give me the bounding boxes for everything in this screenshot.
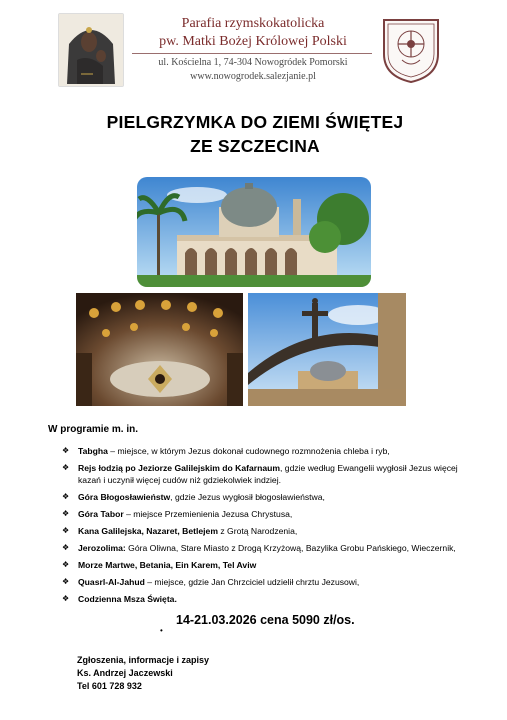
contact-person: Ks. Andrzej Jaczewski <box>77 668 173 678</box>
list-item <box>62 525 482 537</box>
item-name: Tabgha <box>78 446 108 456</box>
item-description: Góra Oliwna, Stare Miasto z Drogą Krzyżową, Bazylika Grobu Pańskiego, Wieczernik, <box>125 543 456 554</box>
item-name: Jerozolima: <box>78 543 126 554</box>
contact-phone[interactable]: Tel 601 728 932 <box>77 681 142 691</box>
bullet-dot-icon: • <box>160 626 163 635</box>
grotto-of-nativity-photo <box>76 293 243 406</box>
item-name: Codzienna Msza Święta. <box>78 594 177 605</box>
item-name: Quasrl-Al-Jahud <box>78 577 145 588</box>
item-description: – miejsce Przemienienia Jezusa Chrystusa, <box>123 509 293 520</box>
madonna-icon-image <box>58 13 124 87</box>
item-description: , gdzie według Ewangelii wygłosił Jezus więcej kazań i uczynił więcej cudów niż gdziekolwiek indziej. <box>78 463 458 486</box>
jerusalem-cross-photo <box>248 293 406 406</box>
item-description: z Grotą Narodzenia, <box>217 526 298 537</box>
item-name: Kana Galilejska, Nazaret, Betlejem <box>78 526 218 537</box>
parish-name: Parafia rzymskokatolicka <box>181 16 325 31</box>
page-subtitle: ZE SZCZECINA <box>190 136 320 156</box>
item-description: , gdzie Jezus wygłosił błogosławieństwa, <box>170 492 325 503</box>
page-title: PIELGRZYMKA DO ZIEMI ŚWIĘTEJ <box>106 112 404 132</box>
parish-dedication: pw. Matki Bożej Królowej Polski <box>159 34 347 49</box>
list-item <box>62 542 482 554</box>
parish-address: ul. Kościelna 1, 74-304 Nowogródek Pomorski <box>158 57 348 68</box>
list-item <box>62 445 482 457</box>
item-description: – miejsce, w którym Jezus dokonał cudownego rozmnożenia chleba i ryb, <box>107 446 390 456</box>
list-item <box>62 559 482 571</box>
list-item <box>62 576 482 588</box>
church-of-beatitudes-photo <box>137 177 371 287</box>
list-item <box>62 593 482 605</box>
item-description: – miejsce, gdzie Jan Chrzciciel udzielił chrztu Jezusowi, <box>144 577 360 588</box>
trip-date-price: 14-21.03.2026 cena 5090 zł/os. <box>176 613 355 627</box>
item-name: Morze Martwe, Betania, Ein Karem, Tel Aviw <box>78 560 257 571</box>
salesian-emblem-icon <box>380 14 442 84</box>
list-item <box>62 491 482 503</box>
program-list <box>62 445 482 610</box>
program-heading: W programie m. in. <box>48 424 139 435</box>
contact-heading: Zgłoszenia, informacje i zapisy <box>77 655 210 665</box>
header-divider <box>132 53 372 54</box>
list-item <box>62 462 482 487</box>
item-name: Góra Tabor <box>78 509 124 520</box>
list-item <box>62 508 482 520</box>
item-name: Rejs łodzią po Jeziorze Galilejskim do Kafarnaum <box>78 463 281 473</box>
item-name: Góra Błogosławieństw <box>78 492 171 503</box>
parish-website[interactable]: www.nowogrodek.salezjanie.pl <box>190 71 316 82</box>
